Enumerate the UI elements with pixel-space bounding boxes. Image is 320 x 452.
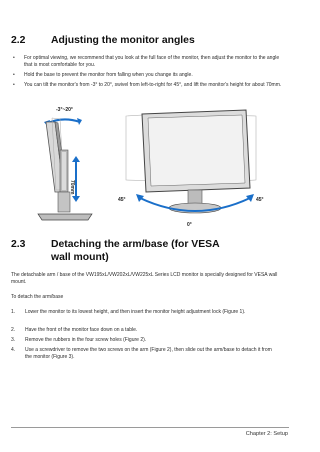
step-number: 4.: [11, 347, 16, 353]
bullet-item: [13, 82, 289, 96]
section-title: Adjusting the monitor angles: [51, 35, 195, 46]
tilt-angle-label: -3°~20°: [56, 107, 73, 113]
monitor-adjustment-figure: [0, 100, 300, 230]
side-view-monitor: [38, 118, 92, 220]
step-item: [11, 327, 291, 335]
step-item: [11, 309, 291, 323]
left-swivel-label: 45°: [118, 197, 126, 203]
section-number: 2.2: [11, 35, 26, 46]
footer-chapter: Chapter 2: Setup: [245, 431, 288, 437]
section-heading-2-2: [11, 35, 291, 49]
step-item: [11, 337, 291, 345]
step-number: 1.: [11, 309, 16, 315]
section-number: 2.3: [11, 239, 26, 250]
step-item: [11, 347, 291, 361]
step-text: Lower the monitor to its lowest height, and then insert the monitor height adjustment lock (Figure 1).: [25, 309, 246, 315]
bullet-glyph: •: [13, 55, 15, 61]
footer-divider: [11, 427, 289, 428]
lead-text: To detach the arm/base: [11, 294, 64, 300]
step-text: Remove the rubbers in the four screw holes (Figure 2).: [25, 337, 147, 343]
intro-paragraph: The detachable arm / base of the VW195xL/VW202xL/VW225xL Series LCD monitor is specially designed for VESA wall mount.: [11, 272, 278, 285]
bullet-glyph: •: [13, 72, 15, 78]
height-label: 70mm: [69, 180, 75, 195]
step-number: 2.: [11, 327, 16, 333]
section-heading-2-3: [11, 239, 296, 267]
center-swivel-label: 0°: [187, 222, 192, 228]
bullet-glyph: •: [13, 82, 15, 88]
right-swivel-label: 45°: [256, 197, 264, 203]
section-title-line2: wall mount): [51, 252, 109, 263]
bullet-text: For optimal viewing, we recommend that you look at the full face of the monitor, then adjust the monitor to the angle that is most comfortable for you.: [24, 55, 280, 68]
step-text: Have the front of the monitor face down on a table.: [25, 327, 138, 333]
front-view-monitor: [126, 110, 256, 213]
step-text: Use a screwdriver to remove the two screws on the arm (Figure 2), then slide out the arm/base to detach it from the monitor (Figure 3).: [25, 347, 272, 360]
section-title-line1: Detaching the arm/base (for VESA: [51, 239, 220, 250]
step-number: 3.: [11, 337, 16, 343]
bullet-text: You can tilt the monitor's from -3° to 20°, swivel from left-to-right for 45°, and lift the monitor's height for about 70mm.: [24, 82, 282, 88]
bullet-text: Hold the base to prevent the monitor from falling when you change its angle.: [24, 72, 193, 78]
bullet-item: [13, 72, 289, 80]
bullet-item: [13, 55, 289, 69]
